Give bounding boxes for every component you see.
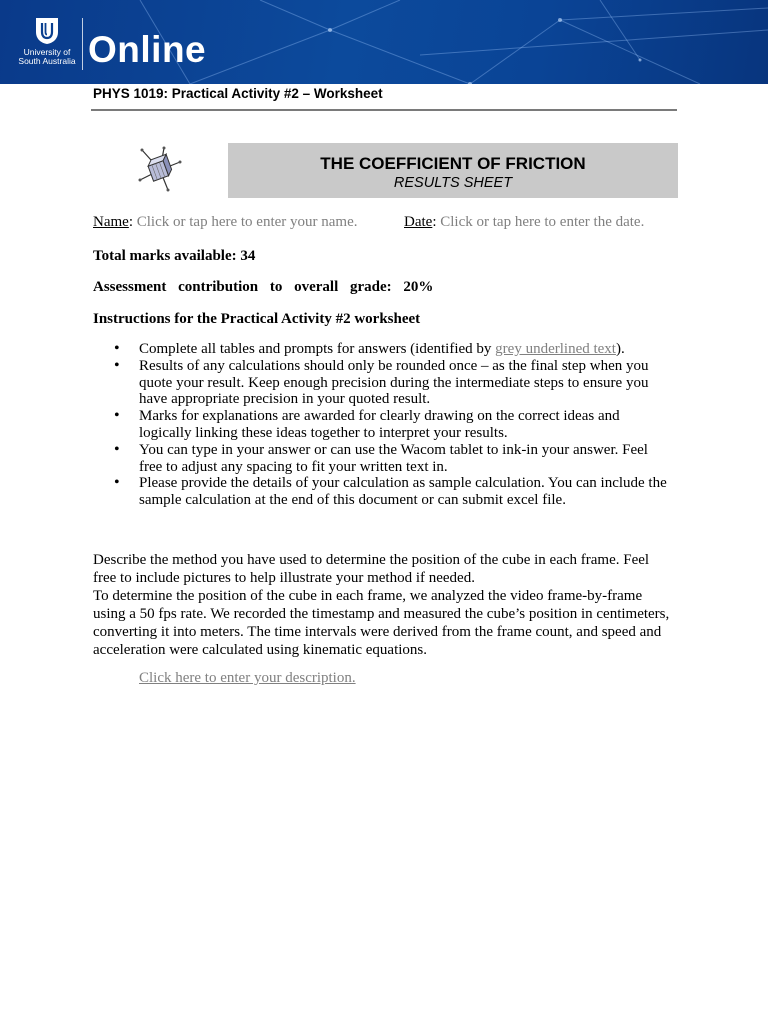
- method-prompt: Describe the method you have used to determine the position of the cube in each frame. Feel free to include pictures to help illustrate your method if needed.: [93, 552, 650, 586]
- list-item: • Marks for explanations are awarded for clearly drawing on the correct ideas and logically linking these ideas together to interpret your results.: [93, 408, 673, 442]
- unisa-shield-icon: [34, 17, 60, 45]
- method-section: [93, 551, 675, 659]
- description-field[interactable]: Click here to enter your description.: [139, 670, 356, 686]
- assessment-contribution: Assessment contribution to overall grade: 20%: [93, 279, 434, 295]
- document-title: THE COEFFICIENT OF FRICTION: [320, 154, 586, 173]
- list-item: [93, 341, 673, 358]
- header-divider: [91, 109, 677, 111]
- date-field-row: [404, 213, 644, 231]
- document-header: PHYS 1019: Practical Activity #2 – Worksheet: [93, 86, 383, 101]
- logo-divider: [82, 18, 83, 70]
- name-field-row: [93, 213, 358, 231]
- instructions-heading: Instructions for the Practical Activity #2 worksheet: [93, 311, 421, 327]
- brand-online: Online: [88, 29, 207, 70]
- date-field[interactable]: Click or tap here to enter the date.: [440, 214, 645, 230]
- instruction-text-end: ).: [615, 341, 625, 357]
- name-field[interactable]: Click or tap here to enter your name.: [136, 214, 358, 230]
- method-answer[interactable]: To determine the position of the cube in each frame, we analyzed the video frame-by-frame using a 50 fps rate. We recorded the timestamp and measured the cube’s position in centimeters, converting it into meters. The time intervals were derived from the frame count, and speed and acceleration were calculated using kinematic equations.: [93, 588, 670, 658]
- instructions-list: [93, 341, 673, 509]
- document-subtitle: RESULTS SHEET: [393, 175, 513, 191]
- list-item: • Please provide the details of your calculation as sample calculation. You can include the sample calculation at the end of this document or can submit excel file.: [93, 475, 673, 509]
- total-marks: Total marks available: 34: [93, 248, 256, 264]
- atom-cube-icon: [134, 144, 186, 196]
- header-banner: [0, 0, 768, 84]
- name-label: Name: [93, 214, 129, 230]
- name-colon: :: [128, 214, 137, 230]
- instruction-text: Complete all tables and prompts for answers (identified by: [139, 341, 496, 357]
- title-box: [228, 143, 678, 198]
- list-item: • You can type in your answer or can use the Wacom tablet to ink-in your answer. Feel free to adjust any spacing to fit your written text in.: [93, 442, 673, 476]
- university-name: University of South Australia: [18, 47, 76, 66]
- grey-underlined-example: grey underlined text: [495, 341, 616, 357]
- date-label: Date: [404, 214, 433, 230]
- list-item: • Results of any calculations should only be rounded once – as the final step when you quote your result. Keep enough precision during the intermediate steps to ensure you have appropriate precision in your quoted result.: [93, 358, 673, 408]
- date-colon: :: [432, 214, 441, 230]
